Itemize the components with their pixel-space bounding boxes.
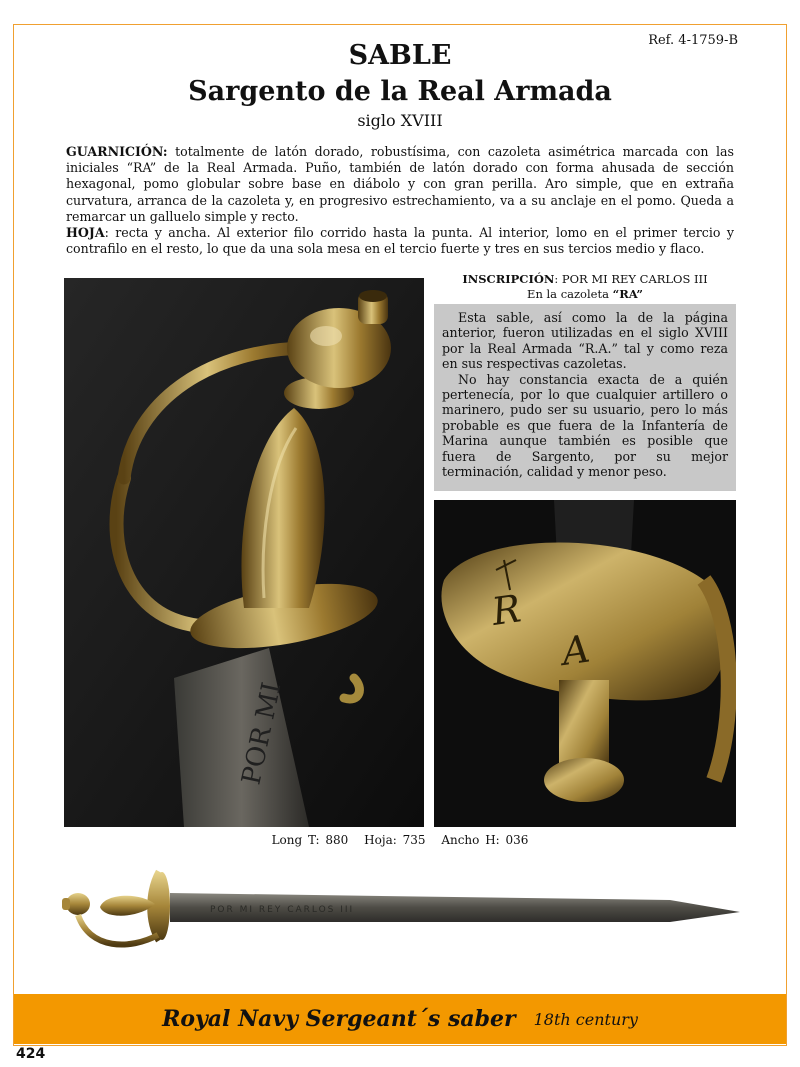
description-text xyxy=(66,144,734,257)
dimensions-line xyxy=(0,833,800,847)
inscription-initials: “RA” xyxy=(612,286,643,301)
hilt-photo xyxy=(64,278,424,827)
reference-number: Ref. 4-1759-B xyxy=(648,33,738,48)
note-paragraph-2: No hay constancia exacta de a quién pertenecía, por lo que cualquier artillero o marinero, pudo ser su usuario, pero lo más probable es que fuera de la Infantería de Marina aunque también es posible que fuera de Sargento, por su mejor terminación, calidad y menor peso. xyxy=(442,371,728,480)
guarnicion-paragraph xyxy=(66,144,734,225)
page-subtitle: Sargento de la Real Armada xyxy=(188,76,612,107)
blade-length: Hoja: 735 xyxy=(364,833,426,847)
hoja-label: HOJA xyxy=(66,225,105,241)
svg-text:R: R xyxy=(489,586,524,634)
english-century: 18th century xyxy=(533,1009,638,1029)
inscription-label: INSCRIPCIÓN xyxy=(462,272,555,286)
total-length: Long T: 880 xyxy=(271,833,349,847)
guard-illustration xyxy=(434,500,736,827)
inscription-text: : POR MI REY CARLOS III xyxy=(554,272,708,286)
inscription-block xyxy=(434,272,736,301)
sword-illustration xyxy=(60,860,744,955)
hoja-text: : recta y ancha. Al exterior filo corrido hasta la punta. Al interior, lomo en el primer tercio y contrafilo en el resto, lo que da una sola mesa en el tercio fuerte y tres en sus tercios medio y flaco. xyxy=(66,225,734,257)
svg-text:POR MI: POR MI xyxy=(236,679,288,788)
hoja-paragraph xyxy=(66,225,734,257)
guarnicion-text: totalmente de latón dorado, robustísima, con cazoleta asimétrica marcada con las iniciales “RA” de la Real Armada. Puño, también de latón dorado con forma ahusada de sección hexagonal, pomo globular sobre base en diábolo y con gran perilla. Aro simple, que en extraña curvatura, arranca de la cazoleta y, en progresivo estrechamiento, va a su anclaje en el pomo. Queda a remarcar un galluelo simple y recto. xyxy=(66,144,734,224)
english-title-banner xyxy=(14,994,786,1044)
english-title: Royal Navy Sergeant´s saber xyxy=(162,1006,516,1032)
guard-photo xyxy=(434,500,736,827)
inscription-line xyxy=(434,272,736,287)
guarnicion-label: GUARNICIÓN: xyxy=(66,144,168,159)
century-label: siglo XVIII xyxy=(357,111,443,130)
hilt-illustration xyxy=(64,278,424,827)
blade-width: Ancho H: 036 xyxy=(441,833,529,847)
page-title: SABLE xyxy=(348,40,452,71)
note-box xyxy=(434,304,736,491)
svg-text:A: A xyxy=(559,626,593,674)
svg-text:POR MI REY CARLOS III: POR MI REY CARLOS III xyxy=(210,905,355,915)
note-paragraph-1: Esta sable, así como la de la página anterior, fueron utilizadas en el siglo XVIII por la Real Armada “R.A.” tal y como reza en sus respectivas cazoletas. xyxy=(442,310,728,372)
inscription-line-2 xyxy=(434,287,736,302)
inscription-location: En la cazoleta xyxy=(527,286,613,301)
full-sword-photo xyxy=(60,860,744,955)
page-number: 424 xyxy=(16,1046,46,1062)
